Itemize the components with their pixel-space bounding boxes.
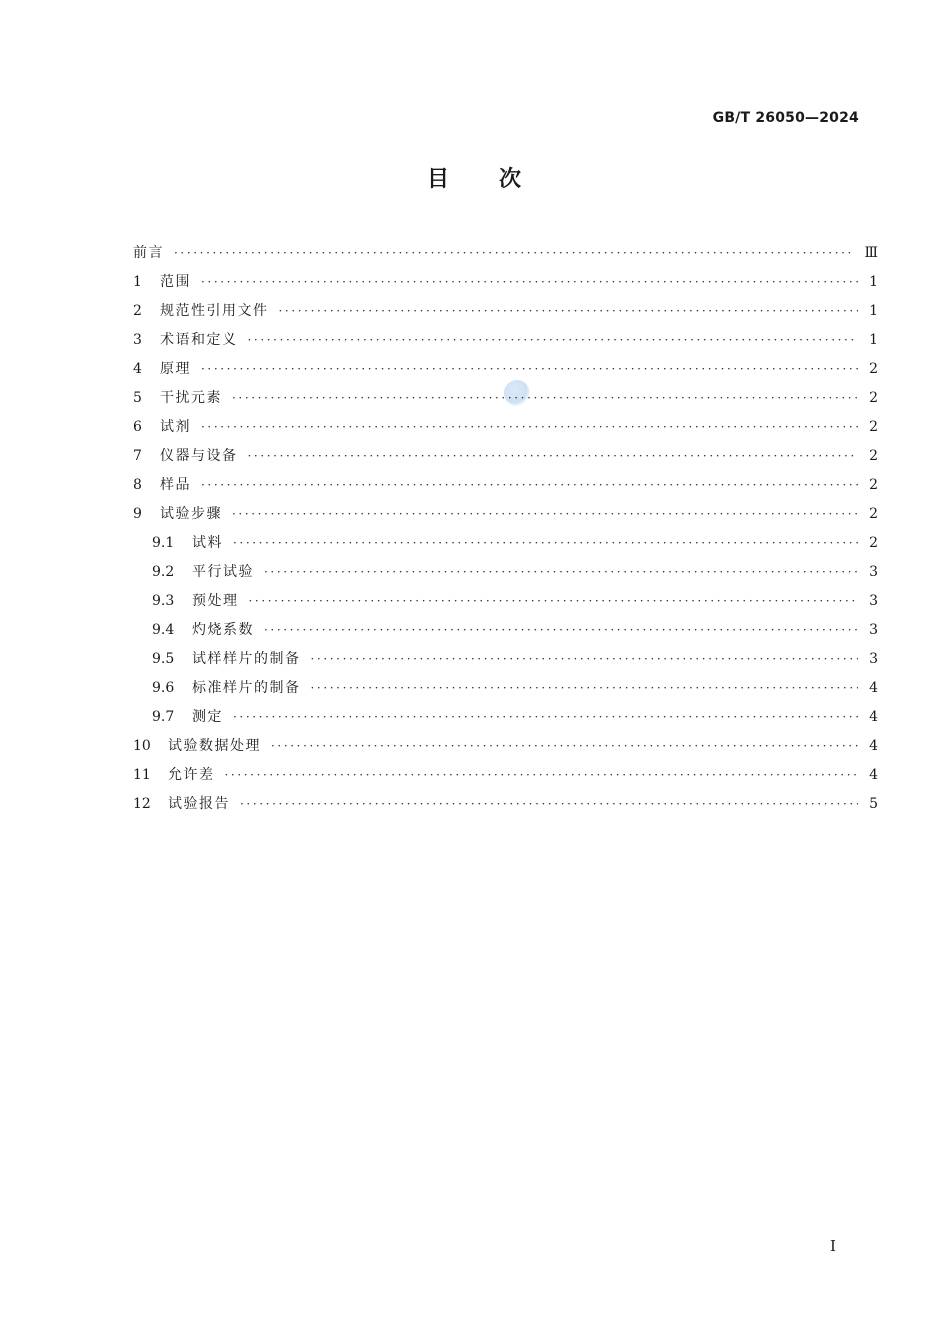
toc-leader-dots xyxy=(248,442,859,471)
toc-entry[interactable] xyxy=(133,674,878,703)
toc-entry-label: 灼烧系数 xyxy=(192,622,254,638)
toc-entry-label: 仪器与设备 xyxy=(160,448,238,464)
toc-entry-number: 8 xyxy=(133,477,142,493)
toc-leader-dots xyxy=(232,500,858,529)
toc-entry-label: 术语和定义 xyxy=(160,332,238,348)
toc-entry[interactable] xyxy=(133,326,878,355)
toc-leader-dots xyxy=(232,384,858,413)
toc-entry-page: 2 xyxy=(869,477,878,493)
toc-entry-label: 试验报告 xyxy=(168,796,230,812)
toc-entry-label: 干扰元素 xyxy=(160,390,222,406)
toc-entry[interactable] xyxy=(133,558,878,587)
toc-entry[interactable] xyxy=(133,384,878,413)
toc-entry-page: 1 xyxy=(869,332,878,348)
toc-entry[interactable] xyxy=(133,616,878,645)
toc-entry-page: 4 xyxy=(869,738,878,754)
toc-entry-number: 4 xyxy=(133,361,142,377)
toc-leader-dots xyxy=(249,587,859,616)
toc-entry-page: 1 xyxy=(869,274,878,290)
footer-page-number: Ⅰ xyxy=(830,1237,836,1255)
toc-entry-page: 5 xyxy=(869,796,878,812)
toc-leader-dots xyxy=(201,355,858,384)
toc-entry-number: 9.6 xyxy=(152,680,175,696)
toc-entry-page: 1 xyxy=(869,303,878,319)
toc-leader-dots xyxy=(264,616,858,645)
toc-leader-dots xyxy=(201,413,858,442)
toc-entry-label: 样品 xyxy=(160,477,191,493)
toc-leader-dots xyxy=(311,674,859,703)
toc-entry-number: 9.4 xyxy=(152,622,175,638)
toc-entry-page: 2 xyxy=(869,506,878,522)
toc-entry-label: 平行试验 xyxy=(192,564,254,580)
toc-entry-page: 4 xyxy=(869,709,878,725)
toc-entry[interactable] xyxy=(133,268,878,297)
toc-entry-label: 预处理 xyxy=(192,593,239,609)
toc-entry-page: 2 xyxy=(869,390,878,406)
toc-entry-label: 范围 xyxy=(160,274,191,290)
toc-entry-number: 9.2 xyxy=(152,564,175,580)
toc-entry[interactable] xyxy=(133,732,878,761)
toc-entry-number: 9 xyxy=(133,506,142,522)
toc-leader-dots xyxy=(233,529,858,558)
toc-entry-page: 2 xyxy=(869,535,878,551)
toc-entry[interactable] xyxy=(133,645,878,674)
toc-entry-number: 12 xyxy=(133,796,151,812)
toc-entry-number: 9.3 xyxy=(152,593,175,609)
toc-leader-dots xyxy=(279,297,859,326)
toc-entry-page: 2 xyxy=(869,361,878,377)
toc-entry-number: 9.7 xyxy=(152,709,175,725)
toc-entry-page: 3 xyxy=(869,622,878,638)
standard-code: GB/T 26050—2024 xyxy=(712,110,859,126)
toc-entry-page: 2 xyxy=(869,448,878,464)
toc-entry-label: 试验步骤 xyxy=(160,506,222,522)
toc-entry-label: 原理 xyxy=(160,361,191,377)
toc-entry[interactable] xyxy=(133,239,878,268)
toc-entry-page: 4 xyxy=(869,680,878,696)
toc-entry-page: 3 xyxy=(869,593,878,609)
toc-entry[interactable] xyxy=(133,297,878,326)
toc-entry-label: 标准样片的制备 xyxy=(192,680,301,696)
title-part-1: 目 xyxy=(426,167,451,192)
toc-entry-label: 试验数据处理 xyxy=(168,738,261,754)
toc-entry-label: 试料 xyxy=(192,535,223,551)
toc-entry-number: 7 xyxy=(133,448,142,464)
toc-leader-dots xyxy=(233,703,858,732)
toc-entry-page: 3 xyxy=(869,564,878,580)
table-of-contents xyxy=(133,239,878,819)
toc-entry[interactable] xyxy=(133,442,878,471)
toc-leader-dots xyxy=(225,761,859,790)
toc-entry-number: 1 xyxy=(133,274,142,290)
toc-entry[interactable] xyxy=(133,761,878,790)
toc-entry-number: 9.1 xyxy=(152,535,175,551)
toc-entry-number: 2 xyxy=(133,303,142,319)
toc-leader-dots xyxy=(174,239,854,268)
toc-entry-number: 3 xyxy=(133,332,142,348)
toc-leader-dots xyxy=(264,558,858,587)
toc-entry[interactable] xyxy=(133,500,878,529)
toc-entry-page: 2 xyxy=(869,419,878,435)
toc-entry-number: 10 xyxy=(133,738,151,754)
toc-entry[interactable] xyxy=(133,529,878,558)
toc-entry[interactable] xyxy=(133,790,878,819)
toc-entry-page: 4 xyxy=(869,767,878,783)
toc-entry[interactable] xyxy=(133,413,878,442)
toc-leader-dots xyxy=(248,326,859,355)
toc-entry-label: 允许差 xyxy=(168,767,215,783)
toc-entry[interactable] xyxy=(133,703,878,732)
toc-entry-number: 11 xyxy=(133,767,151,783)
toc-entry[interactable] xyxy=(133,355,878,384)
toc-leader-dots xyxy=(240,790,858,819)
toc-entry-label: 试剂 xyxy=(160,419,191,435)
toc-leader-dots xyxy=(201,471,858,500)
toc-entry-label: 试样样片的制备 xyxy=(192,651,301,667)
toc-leader-dots xyxy=(271,732,858,761)
toc-leader-dots xyxy=(311,645,859,674)
toc-entry[interactable] xyxy=(133,471,878,500)
toc-entry-number: 5 xyxy=(133,390,142,406)
toc-entry-label: 规范性引用文件 xyxy=(160,303,269,319)
toc-entry-label: 前言 xyxy=(133,245,164,261)
toc-entry-page: 3 xyxy=(869,651,878,667)
toc-entry[interactable] xyxy=(133,587,878,616)
title-part-2: 次 xyxy=(499,167,524,192)
toc-entry-number: 9.5 xyxy=(152,651,175,667)
toc-entry-page: Ⅲ xyxy=(864,245,878,261)
toc-leader-dots xyxy=(201,268,858,297)
toc-entry-label: 测定 xyxy=(192,709,223,725)
page-title xyxy=(0,162,950,193)
toc-entry-number: 6 xyxy=(133,419,142,435)
